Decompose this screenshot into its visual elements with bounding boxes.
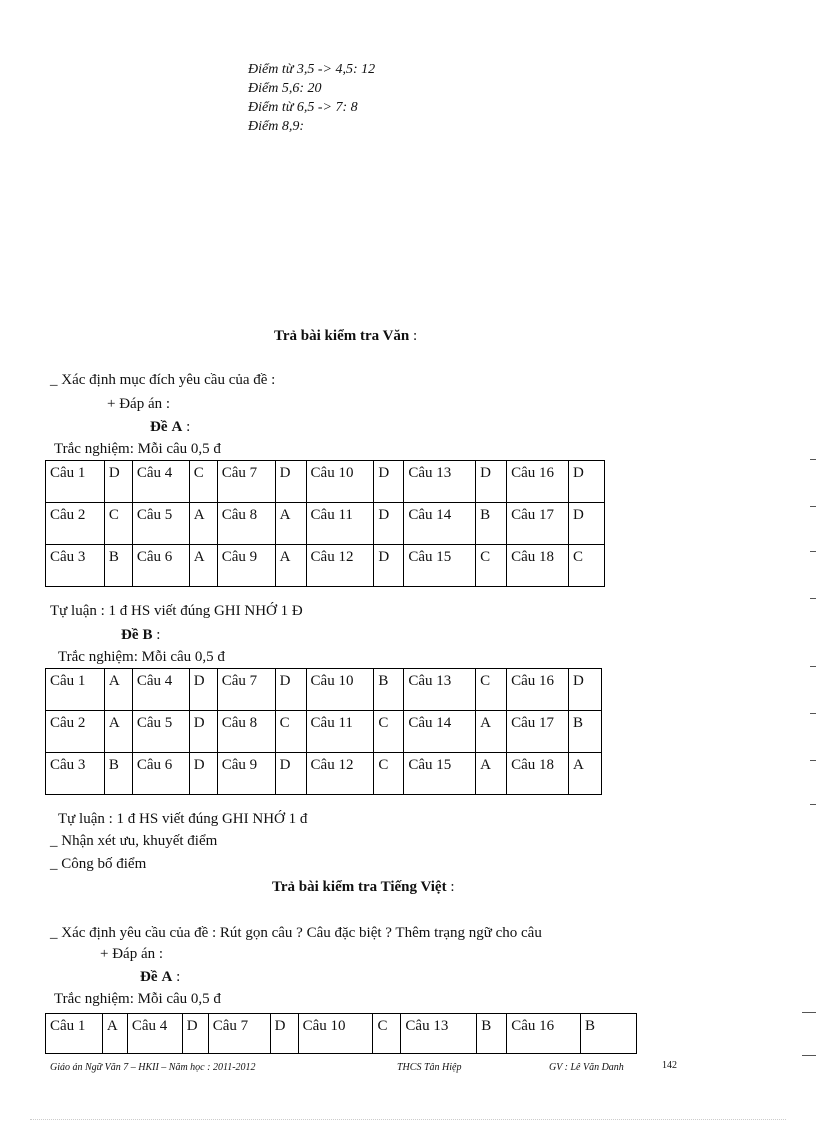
answer-cell: D xyxy=(270,1014,298,1054)
tv-de-a-letter: A xyxy=(161,969,173,985)
page-bottom-rule xyxy=(30,1119,786,1120)
section-tv-title-suffix: : xyxy=(446,879,455,895)
answer-cell: A xyxy=(275,545,306,587)
question-cell: Câu 12 xyxy=(306,753,374,795)
van-de-b xyxy=(121,626,160,644)
footer-center: THCS Tân Hiệp xyxy=(397,1062,462,1073)
answer-cell: D xyxy=(182,1014,208,1054)
question-cell: Câu 2 xyxy=(46,503,105,545)
answer-cell: C xyxy=(373,1014,401,1054)
question-cell: Câu 5 xyxy=(132,503,189,545)
answer-cell: B xyxy=(476,503,507,545)
answer-cell: C xyxy=(476,545,507,587)
answer-cell: A xyxy=(189,545,217,587)
question-cell: Câu 12 xyxy=(306,545,374,587)
answer-cell: D xyxy=(104,461,132,503)
question-cell: Câu 6 xyxy=(132,753,189,795)
question-cell: Câu 5 xyxy=(132,711,189,753)
question-cell: Câu 15 xyxy=(404,753,476,795)
van-goal: _ Xác định mục đích yêu cầu của đề : xyxy=(50,372,276,388)
answer-cell: D xyxy=(189,669,217,711)
answer-cell: C xyxy=(374,711,404,753)
van-de-a-suffix: : xyxy=(182,419,191,435)
margin-dash xyxy=(810,598,816,599)
question-cell: Câu 9 xyxy=(217,545,275,587)
van-answer-heading: + Đáp án : xyxy=(107,396,171,412)
margin-dash xyxy=(810,666,816,667)
tv-de-a xyxy=(140,968,180,986)
footer-left: Giáo án Ngữ Văn 7 – HKII – Năm học : 2011-2012 xyxy=(50,1062,256,1073)
answer-cell: D xyxy=(568,669,601,711)
van-answer-table-b xyxy=(45,668,602,795)
answer-cell: C xyxy=(189,461,217,503)
section-van-heading xyxy=(274,327,417,345)
tv-answer-heading: + Đáp án : xyxy=(100,946,164,962)
tv-de-a-label: Đề xyxy=(140,969,158,985)
question-cell: Câu 18 xyxy=(507,545,569,587)
van-de-a-letter: A xyxy=(171,419,183,435)
question-cell: Câu 8 xyxy=(217,503,275,545)
answer-cell: D xyxy=(568,503,604,545)
answer-cell: D xyxy=(275,461,306,503)
question-cell: Câu 14 xyxy=(404,711,476,753)
question-cell: Câu 17 xyxy=(507,503,569,545)
tv-tn-a: Trắc nghiệm: Mỗi câu 0,5 đ xyxy=(54,991,221,1007)
section-tv-heading xyxy=(272,878,455,896)
table-row xyxy=(46,461,605,503)
van-review: _ Nhận xét ưu, khuyết điểm xyxy=(50,833,218,849)
answer-cell: D xyxy=(374,503,404,545)
section-tv-title: Trả bài kiểm tra Tiếng Việt xyxy=(272,879,447,895)
question-cell: Câu 10 xyxy=(298,1014,373,1054)
question-cell: Câu 2 xyxy=(46,711,105,753)
question-cell: Câu 3 xyxy=(46,545,105,587)
table-row xyxy=(46,545,605,587)
answer-cell: C xyxy=(476,669,507,711)
footer-right: GV : Lê Văn Danh xyxy=(549,1062,624,1073)
question-cell: Câu 13 xyxy=(401,1014,477,1054)
question-cell: Câu 4 xyxy=(127,1014,182,1054)
question-cell: Câu 11 xyxy=(306,503,374,545)
answer-cell: A xyxy=(568,753,601,795)
page-number: 142 xyxy=(662,1060,677,1071)
question-cell: Câu 7 xyxy=(208,1014,270,1054)
van-de-a xyxy=(150,418,190,436)
margin-dash xyxy=(802,1055,816,1056)
margin-dash xyxy=(810,713,816,714)
van-tl-a: Tự luận : 1 đ HS viết đúng GHI NHỚ 1 Đ xyxy=(50,603,303,619)
van-de-b-label: Đề xyxy=(121,627,139,643)
margin-dash xyxy=(810,804,816,805)
answer-cell: C xyxy=(104,503,132,545)
table-row xyxy=(46,503,605,545)
question-cell: Câu 16 xyxy=(507,669,569,711)
question-cell: Câu 3 xyxy=(46,753,105,795)
answer-cell: C xyxy=(568,545,604,587)
score-line-4: Điểm 8,9: xyxy=(248,119,304,134)
score-line-1: Điểm từ 3,5 -> 4,5: 12 xyxy=(248,62,376,77)
van-tn-b: Trắc nghiệm: Mỗi câu 0,5 đ xyxy=(58,649,225,665)
question-cell: Câu 13 xyxy=(404,669,476,711)
margin-dash xyxy=(810,506,816,507)
question-cell: Câu 10 xyxy=(306,669,374,711)
answer-cell: A xyxy=(104,711,132,753)
question-cell: Câu 14 xyxy=(404,503,476,545)
answer-cell: A xyxy=(476,753,507,795)
answer-cell: B xyxy=(374,669,404,711)
question-cell: Câu 16 xyxy=(507,461,569,503)
section-van-title: Trả bài kiểm tra Văn xyxy=(274,328,410,344)
answer-cell: B xyxy=(581,1014,637,1054)
question-cell: Câu 4 xyxy=(132,669,189,711)
answer-cell: D xyxy=(374,461,404,503)
question-cell: Câu 16 xyxy=(507,1014,581,1054)
van-tn-a: Trắc nghiệm: Mỗi câu 0,5 đ xyxy=(54,441,221,457)
tv-de-a-suffix: : xyxy=(172,969,181,985)
answer-cell: D xyxy=(568,461,604,503)
tv-goal: _ Xác định yêu cầu của đề : Rút gọn câu ? Câu đặc biệt ? Thêm trạng ngữ cho câu xyxy=(50,925,542,941)
answer-cell: D xyxy=(275,753,306,795)
answer-cell: C xyxy=(275,711,306,753)
question-cell: Câu 1 xyxy=(46,461,105,503)
question-cell: Câu 15 xyxy=(404,545,476,587)
question-cell: Câu 7 xyxy=(217,669,275,711)
question-cell: Câu 17 xyxy=(507,711,569,753)
table-row xyxy=(46,711,602,753)
answer-cell: A xyxy=(104,669,132,711)
answer-cell: D xyxy=(476,461,507,503)
margin-dash xyxy=(802,1012,816,1013)
answer-cell: D xyxy=(189,753,217,795)
answer-cell: B xyxy=(477,1014,507,1054)
answer-cell: C xyxy=(374,753,404,795)
question-cell: Câu 8 xyxy=(217,711,275,753)
answer-cell: B xyxy=(568,711,601,753)
score-line-2: Điểm 5,6: 20 xyxy=(248,81,322,96)
score-line-3: Điểm từ 6,5 -> 7: 8 xyxy=(248,100,358,115)
answer-cell: A xyxy=(102,1014,127,1054)
question-cell: Câu 7 xyxy=(217,461,275,503)
question-cell: Câu 6 xyxy=(132,545,189,587)
question-cell: Câu 9 xyxy=(217,753,275,795)
question-cell: Câu 18 xyxy=(507,753,569,795)
answer-cell: B xyxy=(104,545,132,587)
van-tl-b: Tự luận : 1 đ HS viết đúng GHI NHỚ 1 đ xyxy=(58,811,308,827)
question-cell: Câu 1 xyxy=(46,669,105,711)
answer-cell: D xyxy=(189,711,217,753)
question-cell: Câu 4 xyxy=(132,461,189,503)
question-cell: Câu 13 xyxy=(404,461,476,503)
tv-answer-table-a xyxy=(45,1013,637,1054)
answer-cell: B xyxy=(104,753,132,795)
margin-dash xyxy=(810,551,816,552)
table-row xyxy=(46,1014,637,1054)
answer-cell: A xyxy=(476,711,507,753)
margin-dash xyxy=(810,760,816,761)
table-row xyxy=(46,753,602,795)
question-cell: Câu 10 xyxy=(306,461,374,503)
van-answer-table-a xyxy=(45,460,605,587)
answer-cell: D xyxy=(374,545,404,587)
van-de-a-label: Đề xyxy=(150,419,168,435)
van-de-b-letter: B xyxy=(142,627,153,643)
margin-dash xyxy=(810,459,816,460)
answer-cell: D xyxy=(275,669,306,711)
van-de-b-suffix: : xyxy=(152,627,161,643)
van-announce: _ Công bố điểm xyxy=(50,856,147,872)
question-cell: Câu 11 xyxy=(306,711,374,753)
section-van-title-suffix: : xyxy=(409,328,418,344)
answer-cell: A xyxy=(275,503,306,545)
question-cell: Câu 1 xyxy=(46,1014,103,1054)
table-row xyxy=(46,669,602,711)
answer-cell: A xyxy=(189,503,217,545)
